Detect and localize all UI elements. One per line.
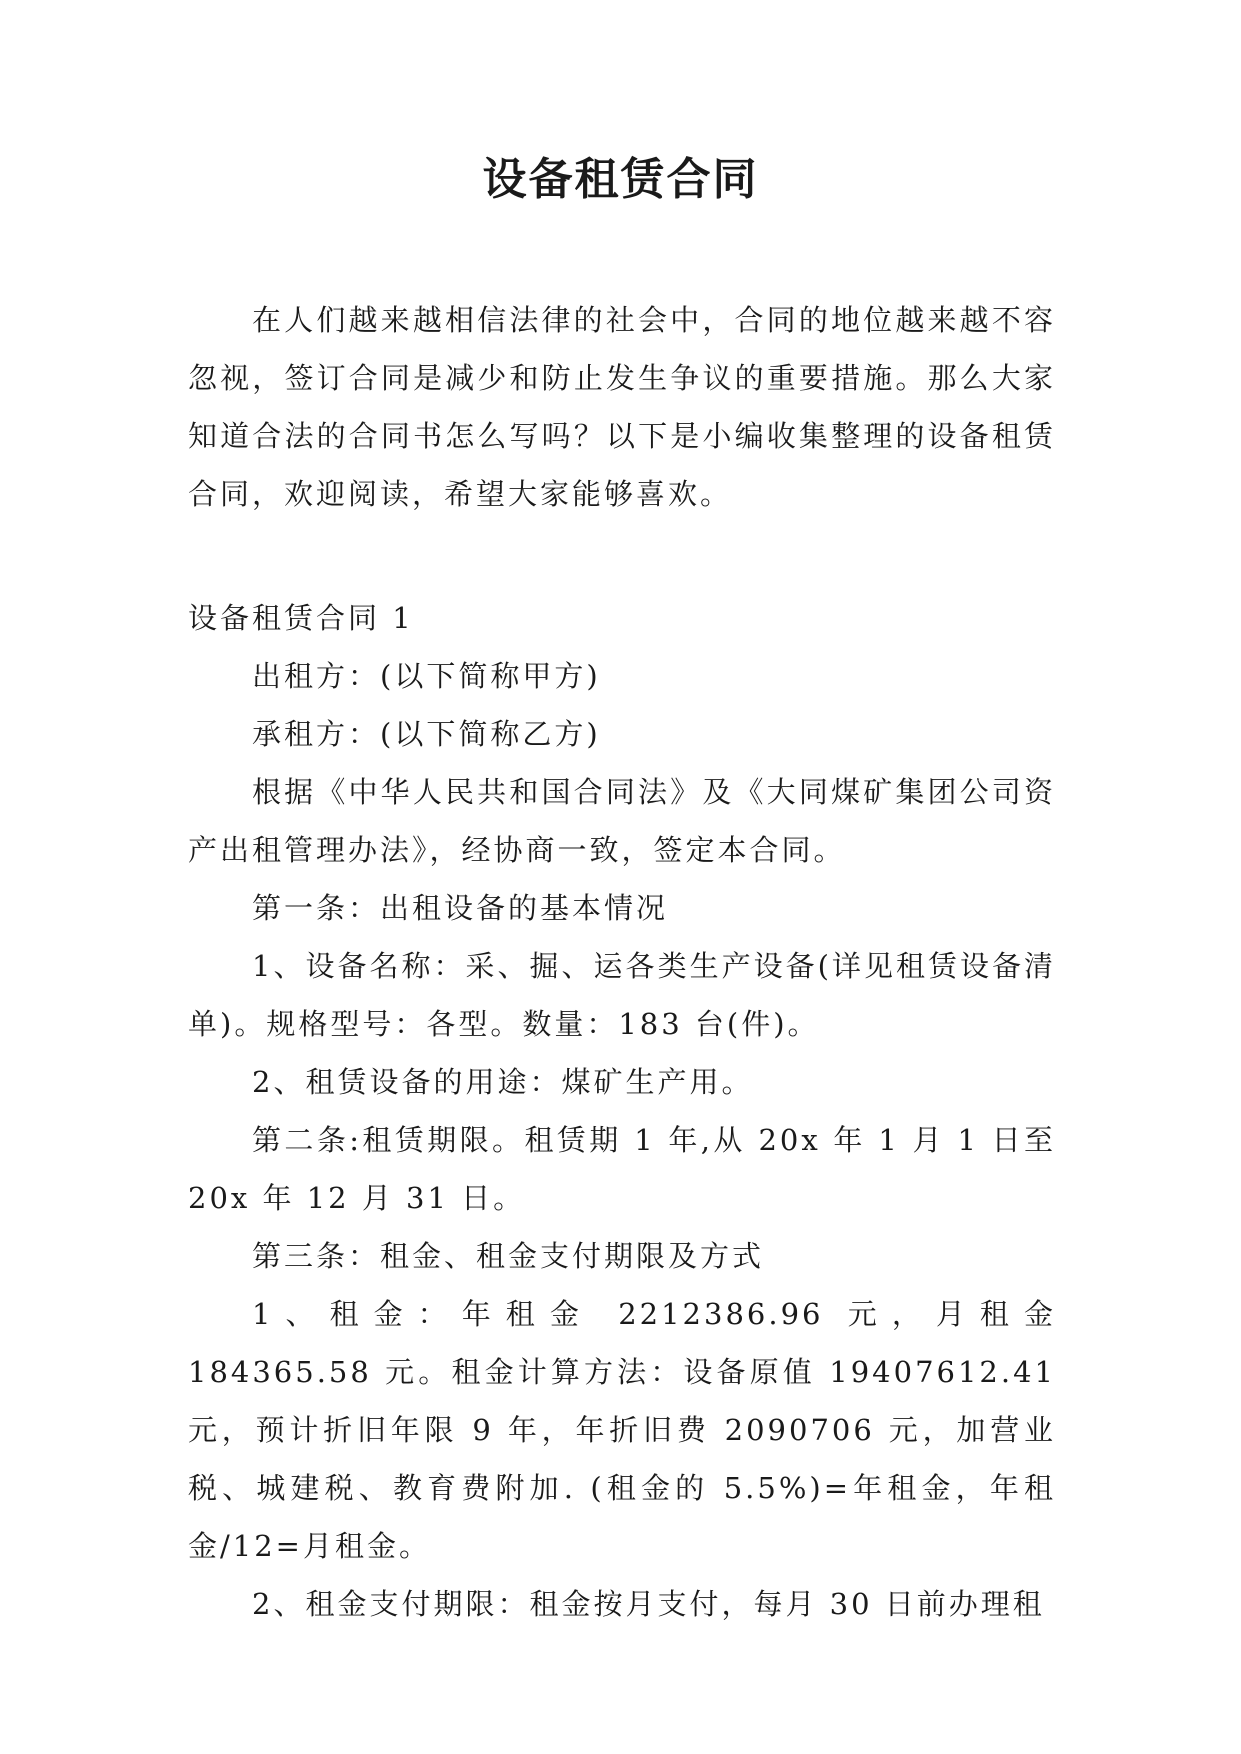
intro-paragraph: 在人们越来越相信法律的社会中，合同的地位越来越不容忽视，签订合同是减少和防止发生争议的重要措施。那么大家知道合法的合同书怎么写吗？以下是小编收集整理的设备租赁合同，欢迎阅读，希望大家能够喜欢。 (188, 303, 1056, 511)
paragraph-gap (188, 523, 1056, 589)
article-1-heading: 第一条：出租设备的基本情况 (252, 891, 669, 925)
lessor-line: 出租方：(以下简称甲方) (252, 659, 601, 693)
article-3-item-2: 2、租金支付期限：租金按月支付，每月 30 日前办理租 (252, 1587, 1045, 1621)
document-title: 设备租赁合同 (482, 154, 759, 205)
article-1-item-2: 2、租赁设备的用途：煤矿生产用。 (252, 1065, 754, 1099)
article-3-item-1: 1、租金：年租金 2212386.96 元，月租金 184365.58 元。租金计算方法：设备原值 19407612.41 元，预计折旧年限 9 年，年折旧费 2090706 元，加营业税、城建税、教育费附加. (租金的 5.5%)=年租金，年租金/12=月租金。 (188, 1297, 1056, 1563)
basis-paragraph: 根据《中华人民共和国合同法》及《大同煤矿集团公司资产出租管理办法》，经协商一致，签定本合同。 (188, 775, 1056, 867)
article-2-paragraph: 第二条:租赁期限。租赁期 1 年,从 20x 年 1 月 1 日至 20x 年 12 月 31 日。 (188, 1123, 1056, 1215)
article-1-item-1: 1、设备名称：采、掘、运各类生产设备(详见租赁设备清单)。规格型号：各型。数量：183 台(件)。 (188, 949, 1056, 1041)
section-heading: 设备租赁合同 1 (188, 601, 414, 635)
lessee-line: 承租方：(以下简称乙方) (252, 717, 601, 751)
document-body (188, 291, 1056, 1633)
article-3-heading: 第三条：租金、租金支付期限及方式 (252, 1239, 765, 1273)
